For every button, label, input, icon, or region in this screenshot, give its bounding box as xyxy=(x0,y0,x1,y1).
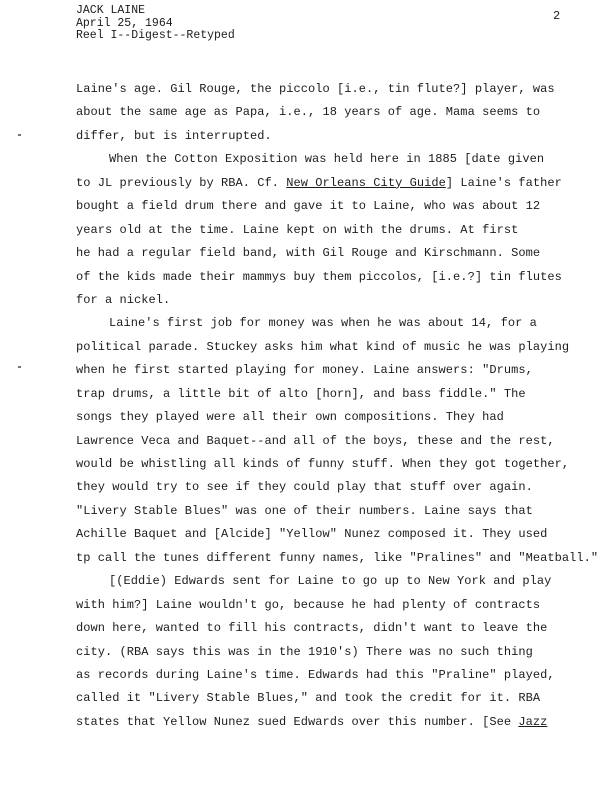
text-line xyxy=(76,594,576,617)
text-line xyxy=(76,383,576,406)
underlined-title: Jazz xyxy=(518,714,548,729)
text-line-content: Laine's first job for money was when he was about 14, for a xyxy=(109,316,537,331)
text-line xyxy=(76,617,576,640)
text-line xyxy=(76,172,576,195)
text-line xyxy=(76,336,576,359)
text-line-content: Laine's age. Gil Rouge, the piccolo [i.e., tin flute?] player, was xyxy=(76,82,555,96)
text-line-content: Achille Baquet and [Alcide] "Yellow" Nunez composed it. They used xyxy=(76,527,548,542)
header-date: April 25, 1964 xyxy=(76,16,173,30)
text-line xyxy=(76,687,576,710)
underlined-title: New Orleans City Guide xyxy=(286,175,446,190)
text-line-content: differ, but is interrupted. xyxy=(76,128,272,143)
header-reel: Reel I--Digest--Retyped xyxy=(76,29,235,42)
text-line xyxy=(76,312,576,335)
text-line xyxy=(76,664,576,687)
header-name: JACK LAINE xyxy=(76,4,146,17)
text-line-content: down here, wanted to fill his contracts, didn't want to leave the xyxy=(76,621,548,636)
text-line xyxy=(76,453,576,476)
text-line xyxy=(76,242,576,265)
text-line xyxy=(76,406,576,429)
margin-mark xyxy=(18,366,21,368)
text-line-content: of the kids made their mammys buy them piccolos, [i.e.?] tin flutes xyxy=(76,269,562,284)
text-line-content: when he first started playing for money. Laine answers: "Drums, xyxy=(76,363,533,378)
text-line xyxy=(76,500,576,523)
text-line xyxy=(76,289,576,312)
text-line-content: Lawrence Veca and Baquet--and all of the boys, these and the rest, xyxy=(76,433,555,448)
text-line xyxy=(76,195,576,218)
text-line xyxy=(76,266,576,289)
margin-mark xyxy=(18,134,21,136)
text-line xyxy=(76,547,599,570)
text-line xyxy=(76,219,576,242)
text-line xyxy=(76,523,576,546)
text-line-content: called it "Livery Stable Blues," and took the credit for it. RBA xyxy=(76,691,541,706)
text-line xyxy=(76,641,576,664)
text-line-content: with him?] Laine wouldn't go, because he had plenty of contracts xyxy=(76,597,541,612)
text-line-content: states that Yellow Nunez sued Edwards over this number. [See xyxy=(76,714,519,729)
transcript-body xyxy=(76,78,599,734)
text-line-content: years old at the time. Laine kept on with the drums. At first xyxy=(76,222,519,237)
text-line xyxy=(76,570,576,593)
text-line xyxy=(76,359,576,382)
text-line-content: for a nickel. xyxy=(76,292,171,307)
text-line-content: tp call the tunes different funny names, like "Pralines" and "Meatball." xyxy=(76,550,599,565)
page-number: 2 xyxy=(553,9,561,23)
document-header xyxy=(76,5,235,43)
text-line-content: "Livery Stable Blues" was one of their numbers. Laine says that xyxy=(76,503,533,518)
text-line-content: bought a field drum there and gave it to Laine, who was about 12 xyxy=(76,199,541,214)
text-line xyxy=(76,711,576,734)
text-line-content: he had a regular field band, with Gil Rouge and Kirschmann. Some xyxy=(76,246,541,261)
text-line-content: trap drums, a little bit of alto [horn], and bass fiddle." The xyxy=(76,386,526,401)
text-line xyxy=(76,476,576,499)
text-line-content: When the Cotton Exposition was held here in 1885 [date given xyxy=(109,152,545,167)
text-line xyxy=(76,148,576,171)
text-line-content: about the same age as Papa, i.e., 18 years of age. Mama seems to xyxy=(76,105,541,120)
text-line xyxy=(76,125,576,148)
text-line xyxy=(76,101,576,124)
text-line xyxy=(76,78,576,101)
text-line-content: songs they played were all their own compositions. They had xyxy=(76,410,504,425)
text-line-content: political parade. Stuckey asks him what kind of music he was playing xyxy=(76,339,570,354)
text-line-content: to JL previously by RBA. Cf. New Orleans City Guide] Laine's father xyxy=(76,175,562,190)
text-line-content: they would try to see if they could play that stuff over again. xyxy=(76,480,533,495)
text-line-content: would be whistling all kinds of funny stuff. When they got together, xyxy=(76,457,570,471)
text-line xyxy=(76,430,576,453)
text-line-content: city. (RBA says this was in the 1910's) There was no such thing xyxy=(76,644,533,659)
text-line-content: [(Eddie) Edwards sent for Laine to go up to New York and play xyxy=(109,574,552,589)
text-line-content: as records during Laine's time. Edwards had this "Praline" played, xyxy=(76,667,555,682)
